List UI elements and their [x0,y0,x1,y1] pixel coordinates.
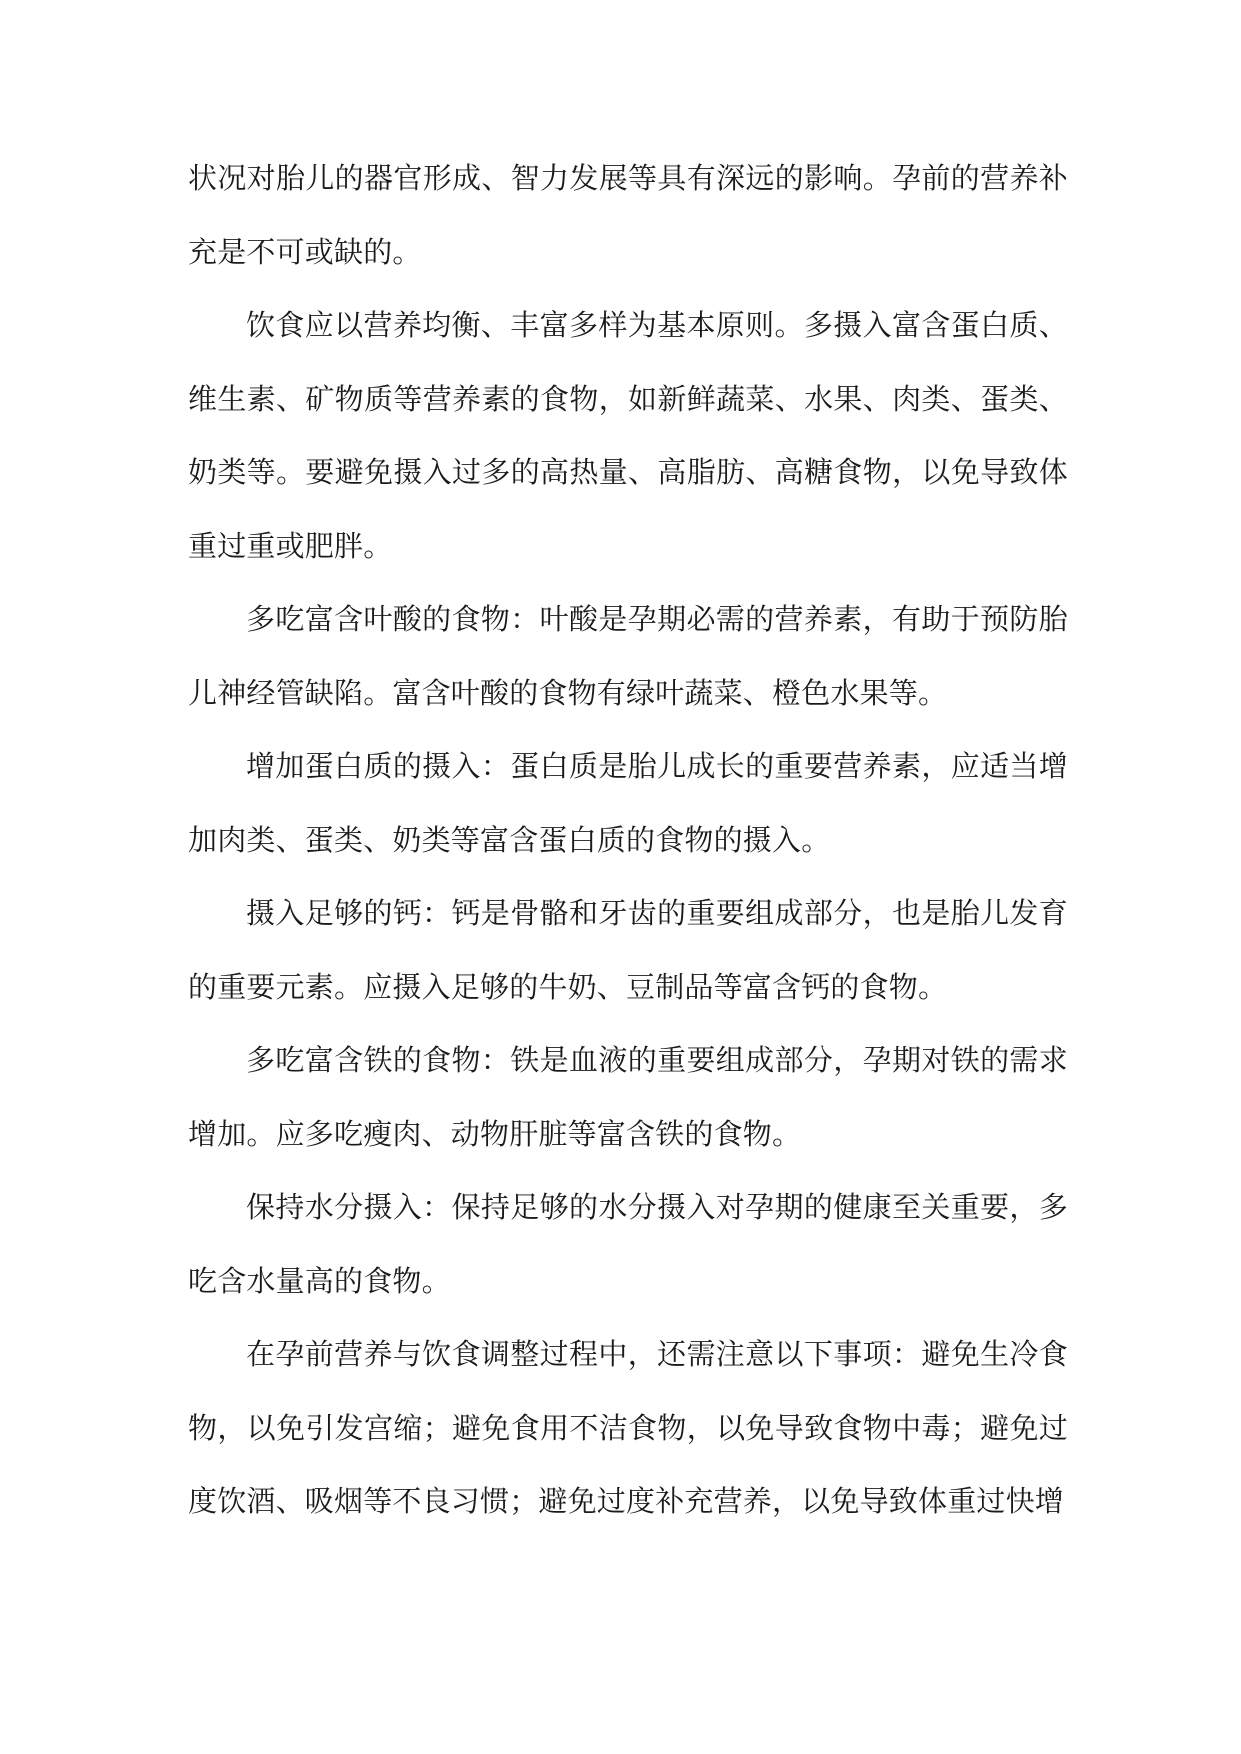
paragraph-6: 多吃富含铁的食物：铁是血液的重要组成部分，孕期对铁的需求增加。应多吃瘦肉、动物肝脏等富含铁的食物。 [188,1043,1068,1151]
document-body [188,142,1068,1539]
paragraph-7: 保持水分摄入：保持足够的水分摄入对孕期的健康至关重要，多吃含水量高的食物。 [188,1190,1068,1298]
paragraph-5: 摄入足够的钙：钙是骨骼和牙齿的重要组成部分，也是胎儿发育的重要元素。应摄入足够的牛奶、豆制品等富含钙的食物。 [188,896,1068,1004]
paragraph-3: 多吃富含叶酸的食物：叶酸是孕期必需的营养素，有助于预防胎儿神经管缺陷。富含叶酸的食物有绿叶蔬菜、橙色水果等。 [188,602,1068,710]
paragraph-2: 饮食应以营养均衡、丰富多样为基本原则。多摄入富含蛋白质、维生素、矿物质等营养素的食物，如新鲜蔬菜、水果、肉类、蛋类、奶类等。要避免摄入过多的高热量、高脂肪、高糖食物，以免导致体重过重或肥胖。 [188,308,1068,563]
paragraph-8: 在孕前营养与饮食调整过程中，还需注意以下事项：避免生冷食物，以免引发宫缩；避免食用不洁食物，以免导致食物中毒；避免过度饮酒、吸烟等不良习惯；避免过度补充营养，以免导致体重过快增 [188,1337,1068,1518]
paragraph-1: 状况对胎儿的器官形成、智力发展等具有深远的影响。孕前的营养补充是不可或缺的。 [188,161,1068,269]
paragraph-4: 增加蛋白质的摄入：蛋白质是胎儿成长的重要营养素，应适当增加肉类、蛋类、奶类等富含蛋白质的食物的摄入。 [188,749,1068,857]
